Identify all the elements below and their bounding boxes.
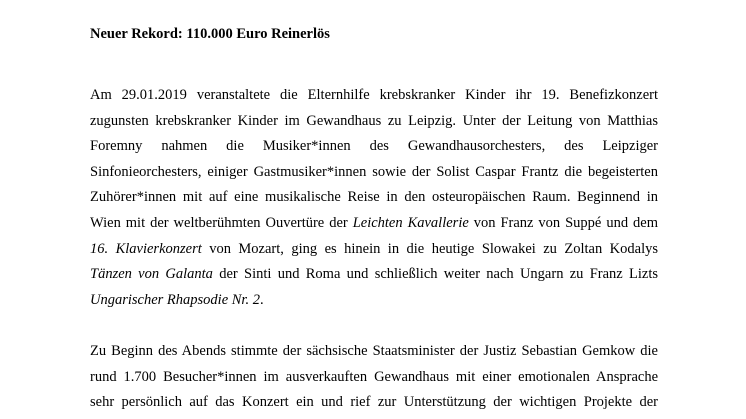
text-segment: Wien mit der weltberühmten Ouvertüre der bbox=[90, 214, 353, 231]
text-line bbox=[90, 288, 658, 314]
text-line bbox=[90, 211, 658, 237]
text-line bbox=[90, 237, 658, 263]
text-segment: . bbox=[259, 291, 264, 308]
text-line: Foremny nahmen die Musiker*innen des Gewandhausorchesters, des Leipziger bbox=[90, 138, 658, 155]
work-title: Ungarischer Rhapsodie Nr. 2 bbox=[90, 291, 260, 308]
text-segment: von Franz von Suppé und dem bbox=[468, 214, 659, 231]
text-line: Am 29.01.2019 veranstaltete die Elternhilfe krebskranker Kinder ihr 19. Benefizkonzert bbox=[90, 87, 658, 103]
text-line bbox=[90, 262, 658, 288]
text-line: rund 1.700 Besucher*innen im ausverkauften Gewandhaus mit einer emotionalen Ansprache bbox=[90, 368, 658, 385]
paragraph-opening-speech bbox=[90, 339, 658, 416]
text-line: zugunsten krebskranker Kinder im Gewandhaus zu Leipzig. Unter der Leitung von Matthias bbox=[90, 112, 658, 129]
work-title: 16. Klavierkonzert bbox=[90, 240, 202, 257]
work-title: Leichten Kavallerie bbox=[352, 214, 469, 231]
text-segment: der Sinti und Roma und schließlich weiter nach Ungarn zu Franz Lizts bbox=[212, 266, 658, 283]
paragraph-concert-report bbox=[90, 83, 658, 313]
text-line: Sinfonieorchesters, einiger Gastmusiker*innen sowie der Solist Caspar Frantz die begeisterten bbox=[90, 163, 658, 180]
text-line: Zu Beginn des Abends stimmte der sächsische Staatsminister der Justiz Sebastian Gemkow die bbox=[90, 343, 658, 359]
text-segment: von Mozart, ging es hinein in die heutige Slowakei zu Zoltan Kodalys bbox=[201, 240, 658, 257]
text-line: Zuhörer*innen mit auf eine musikalische Reise in den osteuropäischen Raum. Beginnend in bbox=[90, 189, 658, 206]
work-title: Tänzen von Galanta bbox=[90, 266, 213, 283]
document-title: Neuer Rekord: 110.000 Euro Reinerlös bbox=[90, 26, 330, 42]
text-line: sehr persönlich auf das Konzert ein und rief zur Unterstützung der wichtigen Projekte der bbox=[90, 394, 658, 411]
